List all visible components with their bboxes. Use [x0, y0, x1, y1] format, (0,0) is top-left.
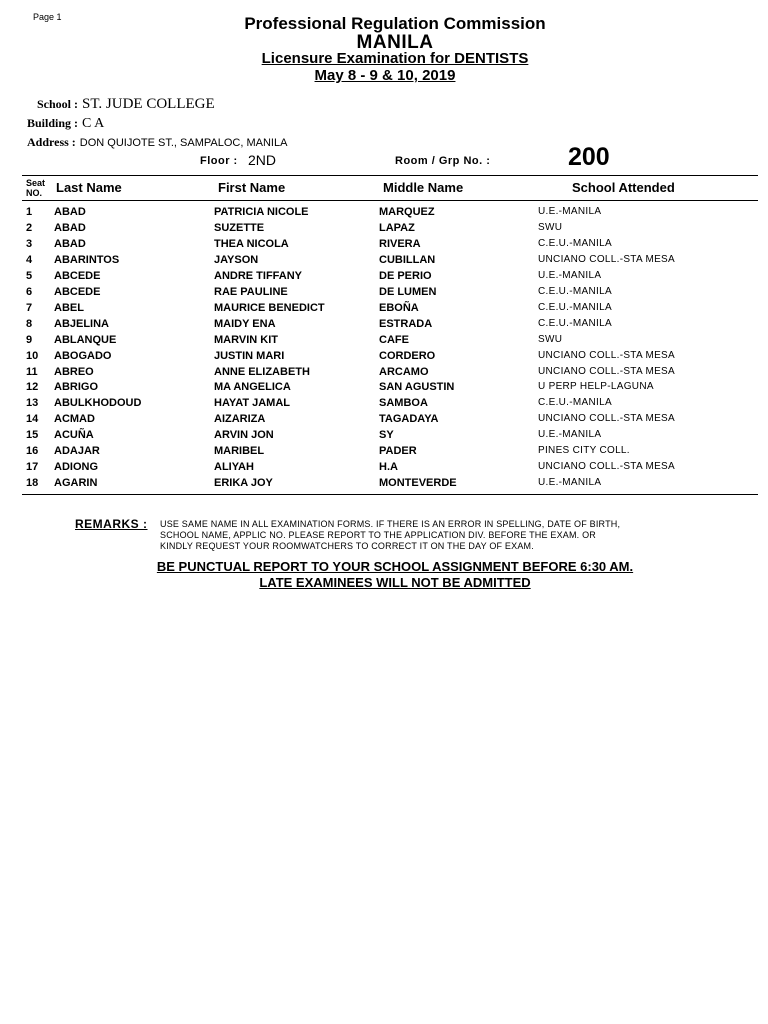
cell-first: SUZETTE: [214, 221, 265, 234]
middle-name-header: Middle Name: [383, 180, 464, 195]
table-top-rule: [22, 175, 758, 176]
cell-school: SWU: [538, 221, 563, 233]
cell-school: UNCIANO COLL.-STA MESA: [538, 365, 675, 377]
cell-seat: 2: [26, 221, 33, 234]
cell-seat: 16: [26, 445, 39, 458]
cell-last: ADAJAR: [54, 445, 100, 458]
cell-last: ABAD: [54, 206, 86, 218]
cell-seat: 7: [26, 301, 33, 314]
remarks-label: REMARKS :: [75, 517, 148, 531]
city-title: MANILA: [356, 32, 434, 53]
cell-first: MAURICE BENEDICT: [214, 301, 325, 314]
cell-school: U.E.-MANILA: [538, 269, 602, 281]
cell-school: UNCIANO COLL.-STA MESA: [538, 253, 675, 265]
cell-school: C.E.U.-MANILA: [538, 301, 612, 313]
cell-middle: SAMBOA: [379, 397, 428, 410]
cell-middle: CAFE: [379, 333, 409, 346]
table-row: [0, 302, 768, 318]
seat-header-line1: Seat: [26, 178, 46, 188]
cell-seat: 1: [26, 206, 33, 218]
table-row: [0, 238, 768, 254]
cell-middle: CORDERO: [379, 349, 436, 362]
table-row: [0, 318, 768, 334]
seat-header-line2: NO.: [26, 188, 43, 198]
cell-school: UNCIANO COLL.-STA MESA: [538, 461, 675, 473]
cell-first: AIZARIZA: [214, 413, 266, 426]
cell-school: U PERP HELP-LAGUNA: [538, 381, 654, 393]
address-value: DON QUIJOTE ST., SAMPALOC, MANILA: [79, 137, 288, 149]
cell-last: ABLANQUE: [54, 333, 117, 346]
remarks-line-1: USE SAME NAME IN ALL EXAMINATION FORMS. IF THERE IS AN ERROR IN SPELLING, DATE OF BIRTH,: [160, 519, 621, 529]
cell-last: ABCEDE: [54, 285, 101, 298]
late-notice: LATE EXAMINEES WILL NOT BE ADMITTED: [259, 575, 531, 590]
cell-first: MA ANGELICA: [214, 381, 291, 394]
cell-middle: LAPAZ: [379, 221, 415, 234]
cell-middle: PADER: [379, 445, 417, 458]
cell-last: ABAD: [54, 237, 86, 250]
cell-last: ABRIGO: [54, 381, 98, 394]
cell-last: ABCEDE: [54, 269, 101, 282]
table-row: [0, 429, 768, 445]
table-row: [0, 270, 768, 286]
cell-middle: SAN AGUSTIN: [379, 381, 455, 394]
table-row: [0, 381, 768, 397]
first-name-header: First Name: [218, 180, 286, 195]
address-info: [27, 133, 287, 151]
cell-middle: DE PERIO: [379, 269, 432, 282]
cell-last: ABAD: [54, 221, 86, 234]
remarks-text: [160, 519, 680, 552]
cell-seat: 14: [26, 413, 39, 426]
cell-middle: MARQUEZ: [379, 206, 435, 218]
school-value: ST. JUDE COLLEGE: [82, 96, 215, 112]
cell-last: ABARINTOS: [54, 253, 120, 266]
cell-last: ABEL: [54, 301, 84, 314]
cell-last: ADIONG: [54, 461, 98, 474]
cell-last: ABULKHODOUD: [54, 397, 142, 410]
cell-seat: 17: [26, 461, 39, 474]
cell-seat: 5: [26, 269, 33, 282]
cell-middle: MONTEVERDE: [379, 477, 457, 490]
floor-label: Floor :: [200, 155, 238, 167]
cell-last: ACMAD: [54, 413, 95, 426]
cell-first: ANNE ELIZABETH: [214, 365, 310, 378]
cell-school: U.E.-MANILA: [538, 429, 602, 441]
table-row: [0, 254, 768, 270]
table-row: [0, 413, 768, 429]
cell-middle: TAGADAYA: [379, 413, 439, 426]
punctuality-notice: BE PUNCTUAL REPORT TO YOUR SCHOOL ASSIGNMENT BEFORE 6:30 AM.: [156, 559, 634, 574]
page-number: Page 1: [33, 12, 62, 22]
cell-first: MARIBEL: [214, 445, 265, 458]
cell-seat: 12: [26, 381, 39, 394]
cell-last: ACUÑA: [54, 429, 94, 442]
table-row: [0, 366, 768, 382]
cell-last: ABREO: [54, 365, 94, 378]
cell-middle: RIVERA: [379, 237, 421, 250]
cell-seat: 11: [26, 365, 38, 378]
header-bottom-rule: [22, 200, 758, 201]
address-label: Address :: [27, 135, 76, 149]
building-label: Building :: [27, 116, 79, 130]
cell-middle: ARCAMO: [379, 365, 429, 378]
cell-first: MARVIN KIT: [214, 333, 278, 346]
cell-school: U.E.-MANILA: [538, 206, 602, 217]
cell-middle: CUBILLAN: [379, 253, 436, 266]
cell-seat: 4: [26, 253, 33, 266]
room-value: 200: [568, 143, 610, 171]
cell-first: THEA NICOLA: [214, 237, 289, 250]
remarks-line-2: SCHOOL NAME, APPLIC NO. PLEASE REPORT TO THE APPLICATION DIV. BEFORE THE EXAM. OR: [160, 530, 596, 540]
cell-first: ERIKA JOY: [214, 477, 273, 490]
table-row: [0, 477, 768, 493]
cell-last: ABOGADO: [54, 349, 112, 362]
exam-title: Licensure Examination for DENTISTS: [261, 50, 529, 67]
cell-seat: 10: [26, 349, 39, 362]
cell-first: RAE PAULINE: [214, 285, 288, 298]
cell-first: ALIYAH: [214, 461, 254, 474]
cell-seat: 9: [26, 333, 33, 346]
table-row: [0, 397, 768, 413]
building-info: [27, 114, 104, 132]
cell-seat: 6: [26, 285, 33, 298]
cell-school: PINES CITY COLL.: [538, 445, 630, 457]
cell-school: UNCIANO COLL.-STA MESA: [538, 413, 675, 425]
cell-first: ARVIN JON: [214, 429, 274, 442]
school-label: School :: [37, 97, 79, 111]
cell-seat: 15: [26, 429, 39, 442]
table-bottom-rule: [22, 494, 758, 495]
cell-seat: 13: [26, 397, 39, 410]
cell-first: PATRICIA NICOLE: [214, 206, 309, 218]
seat-header: [26, 178, 45, 198]
table-row: [0, 222, 768, 238]
table-row: [0, 445, 768, 461]
cell-first: JUSTIN MARI: [214, 349, 285, 362]
cell-school: U.E.-MANILA: [538, 477, 602, 489]
cell-seat: 8: [26, 317, 33, 330]
cell-school: UNCIANO COLL.-STA MESA: [538, 349, 675, 361]
exam-dates: May 8 - 9 & 10, 2019: [314, 67, 456, 84]
cell-first: HAYAT JAMAL: [214, 397, 290, 410]
cell-school: C.E.U.-MANILA: [538, 317, 612, 329]
building-value: C A: [82, 116, 105, 131]
cell-school: SWU: [538, 333, 563, 345]
table-row: [0, 286, 768, 302]
room-label: Room / Grp No. :: [395, 155, 491, 167]
table-row: [0, 461, 768, 477]
cell-school: C.E.U.-MANILA: [538, 397, 612, 409]
cell-last: AGARIN: [54, 477, 98, 490]
cell-last: ABJELINA: [54, 317, 110, 330]
cell-middle: SY: [379, 429, 394, 442]
cell-first: MAIDY ENA: [214, 317, 276, 330]
school-header: School Attended: [572, 180, 675, 195]
cell-school: C.E.U.-MANILA: [538, 237, 612, 249]
cell-seat: 3: [26, 237, 33, 250]
last-name-header: Last Name: [56, 180, 122, 195]
cell-seat: 18: [26, 477, 39, 490]
org-title: Professional Regulation Commission: [244, 14, 546, 33]
cell-middle: ESTRADA: [379, 317, 433, 330]
cell-middle: EBOÑA: [379, 301, 419, 314]
remarks-line-3: KINDLY REQUEST YOUR ROOMWATCHERS TO CORRECT IT ON THE DAY OF EXAM.: [160, 541, 534, 551]
school-info: [37, 95, 215, 113]
table-row: [0, 350, 768, 366]
cell-first: ANDRE TIFFANY: [214, 269, 302, 282]
cell-middle: DE LUMEN: [379, 285, 437, 298]
table-row: [0, 206, 768, 222]
cell-first: JAYSON: [214, 253, 259, 266]
cell-middle: H.A: [379, 461, 398, 474]
floor-value: 2ND: [248, 152, 277, 168]
cell-school: C.E.U.-MANILA: [538, 285, 612, 297]
table-row: [0, 334, 768, 350]
